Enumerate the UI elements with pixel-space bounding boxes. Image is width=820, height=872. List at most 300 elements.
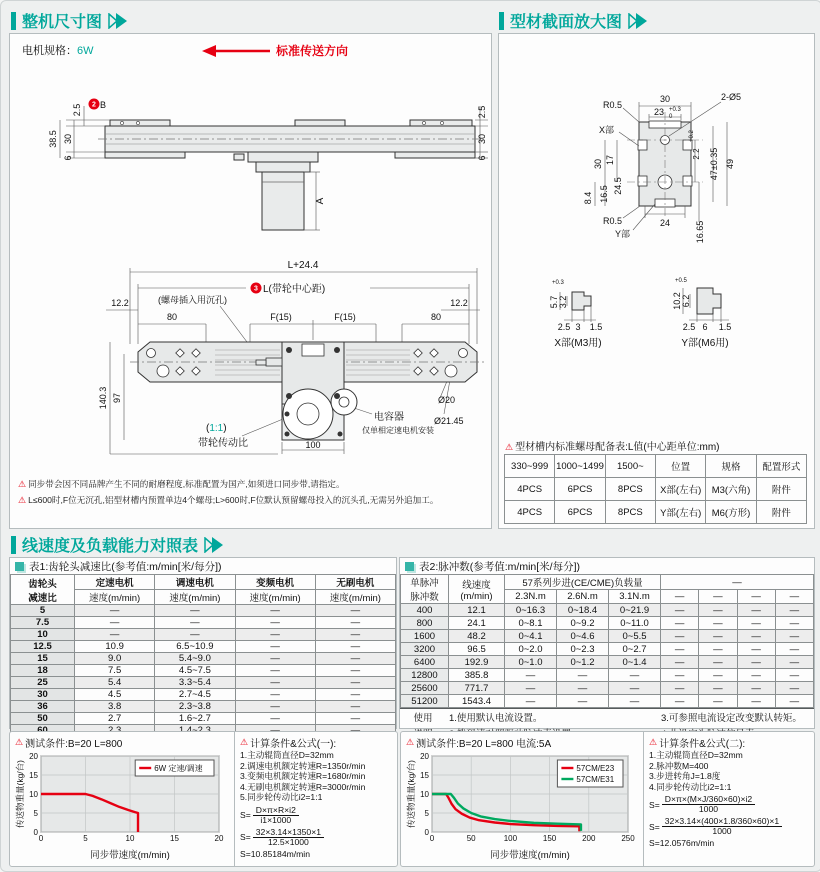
table-cell: — [235, 665, 315, 677]
table-cell: 50 [11, 713, 75, 725]
x-axis-label: 同步带速度(m/min) [90, 850, 170, 860]
table-cell: — [699, 695, 737, 708]
y-tick-label: 10 [420, 790, 429, 799]
table-title-icon [405, 562, 414, 571]
dim-label: R0.5 [603, 216, 623, 226]
formula: S= $\frac{D\times\pi\times(M\times J/360\times 60)\times i2}{1000}$ [649, 795, 809, 814]
table-cell: — [661, 682, 699, 695]
table-cell: 0~1.2 [557, 656, 609, 669]
y-tick-label: 15 [29, 771, 38, 780]
dim-label: 30 [659, 94, 671, 104]
section-title: 线速度及负载能力对照表 [22, 538, 199, 555]
x-tick-label: 200 [582, 834, 596, 843]
table-cell: 12.5 [11, 641, 75, 653]
table-cell: 12.1 [449, 604, 505, 617]
table-row [11, 689, 396, 701]
table-cell: 18 [11, 665, 75, 677]
calc-item: 1.主动辊筒直径D=32mm [240, 750, 334, 760]
table-cell: — [315, 653, 395, 665]
table-row [11, 617, 396, 629]
table-cell: 800 [401, 617, 449, 630]
col-subheader: 速度(m/min) [235, 590, 315, 605]
table-cell: — [505, 682, 557, 695]
col-header: 配置形式 [756, 455, 806, 478]
warning-icon: ⚠ [649, 737, 658, 747]
col-subheader: 3.1N.m [609, 590, 661, 604]
x-detail-label: X部(M3用) [554, 338, 602, 349]
header-bar [499, 12, 504, 30]
table-cell: 0~5.5 [609, 630, 661, 643]
warning-icon: ⚠ [18, 479, 27, 489]
y-tick-label: 20 [420, 752, 429, 761]
header-bar [11, 12, 16, 30]
counterbore-label: (螺母插入用沉孔) [158, 295, 227, 305]
section-header-profile-section [499, 9, 648, 32]
section-header-speed-load [11, 533, 224, 556]
table-cell: — [699, 656, 737, 669]
table-cell: 30 [11, 689, 75, 701]
load-capacity-chart-stepper [406, 750, 636, 860]
table-cell: — [315, 617, 395, 629]
formula: S= $\frac{32\times 3.14\times 1350\times 1}{12.5\times 1000}$ [240, 828, 392, 847]
y-tick-label: 15 [420, 771, 429, 780]
double-arrow-icon [204, 537, 224, 553]
table-cell: — [775, 604, 813, 617]
table-cell: 0~9.2 [557, 617, 609, 630]
dim-label: Ø20 [438, 395, 456, 405]
calc1-half [234, 732, 397, 866]
table-cell: 附件 [756, 478, 806, 501]
table-cell: — [609, 695, 661, 708]
y-detail-label: Y部(M6用) [681, 338, 729, 349]
test-box-1 [9, 731, 398, 867]
formula: S= $\frac{32\times 3.14\times(400\times 1.8/360\times 60)\times 1}{1000}$ [649, 817, 809, 836]
table-cell: — [235, 605, 315, 617]
table-cell: — [505, 695, 557, 708]
calc2-title: ⚠ 计算条件&公式(二): [649, 737, 746, 750]
chart1-half [10, 732, 234, 866]
legend-label: 57CM/E23 [576, 764, 615, 773]
legend-label: 6W 定速/调速 [154, 764, 203, 773]
dim-label: L+24.4 [287, 260, 319, 271]
table-cell: 7.5 [11, 617, 75, 629]
table-cell: 0~4.1 [505, 630, 557, 643]
header-bar [11, 536, 16, 554]
table-cell: 0~16.3 [505, 604, 557, 617]
x-part-label: X部 [599, 125, 615, 135]
table1-box [9, 557, 397, 729]
table-cell: 5 [11, 605, 75, 617]
table-cell: 0~18.4 [557, 604, 609, 617]
double-arrow-icon [628, 13, 648, 29]
table-cell: — [315, 629, 395, 641]
table-cell: 6400 [401, 656, 449, 669]
dim-label: 24.5 [613, 177, 623, 195]
table-cell: 5.4 [75, 677, 155, 689]
table-cell: 4PCS [505, 501, 555, 524]
col-subheader: 速度(m/min) [155, 590, 235, 605]
table-cell: — [699, 669, 737, 682]
chart1-title: ⚠ 测试条件:B=20 L=800 [15, 737, 123, 750]
calc-item: 4.无刷电机额定转速R=3000r/min [240, 781, 366, 792]
table-cell: 4.5~7.5 [155, 665, 235, 677]
table-cell: — [155, 629, 235, 641]
table-cell: — [737, 656, 775, 669]
table-cell: — [661, 617, 699, 630]
y-tick-label: 5 [424, 809, 429, 818]
usage-note: 1.使用默认电流设置。 [449, 713, 543, 724]
table-row [401, 630, 814, 643]
calc-item: 5.同步轮传动比i2=1:1 [240, 792, 323, 803]
table-cell: 385.8 [449, 669, 505, 682]
table-cell: 9.0 [75, 653, 155, 665]
calc-item: 3.变频电机额定转速R=1680r/min [240, 771, 366, 782]
table-cell: — [699, 630, 737, 643]
table-cell: 8PCS [605, 478, 655, 501]
section-title: 整机尺寸图 [22, 14, 103, 31]
table-cell: — [737, 630, 775, 643]
x-detail [549, 280, 602, 349]
table-cell: 12800 [401, 669, 449, 682]
col-header: 调速电机 [155, 575, 235, 590]
dim-label: 38.5 [48, 130, 58, 148]
table-row [505, 501, 807, 524]
col-header: 1500~ [605, 455, 655, 478]
cross-section-drawing [499, 36, 812, 436]
dim-label: 12.2 [111, 298, 129, 308]
nut-table-header [505, 455, 807, 478]
section-header-overall-dimensions [11, 9, 128, 32]
overall-drawing-panel [9, 33, 492, 529]
table-cell: — [775, 669, 813, 682]
pulse-table [400, 574, 814, 708]
formula: S= $\frac{D\times\pi\times R\times i2}{i1\times 1000}$ [240, 806, 392, 825]
dim-label: 16.5 [599, 185, 609, 203]
motor-spec-value: 6W [77, 45, 94, 57]
table-row [401, 656, 814, 669]
table-cell: 2.3~3.8 [155, 701, 235, 713]
dim-label: 30 [477, 133, 487, 145]
table-cell: — [557, 695, 609, 708]
table-cell: 192.9 [449, 656, 505, 669]
table-cell: — [661, 630, 699, 643]
dim-label: 2-Ø5 [721, 92, 742, 102]
table-cell: — [737, 643, 775, 656]
table-cell: — [505, 669, 557, 682]
calc-item: 2.脉冲数M=400 [649, 760, 709, 771]
usage-note: 3.可参照电流设定改变默认转矩。 [661, 713, 802, 724]
dim-label: 97 [112, 392, 122, 404]
table2-box [399, 557, 815, 729]
dimension-drawing [10, 62, 489, 462]
tolerance: +0.5 [675, 278, 687, 284]
conveyor-direction [200, 42, 348, 59]
table-cell: 4.5 [75, 689, 155, 701]
x-tick-label: 0 [38, 834, 44, 843]
dim-label: 6 [63, 155, 73, 161]
y-axis-label: 传送物重量(kg/台) [406, 759, 416, 829]
table-row [505, 478, 807, 501]
table-cell: 0~4.6 [557, 630, 609, 643]
table-cell: — [737, 669, 775, 682]
profile-panel [498, 33, 815, 529]
dim-label: 80 [166, 312, 178, 322]
x-tick-label: 5 [83, 834, 88, 843]
table-row [401, 669, 814, 682]
table-cell: 附件 [756, 501, 806, 524]
table-cell: 3.8 [75, 701, 155, 713]
dim-label: 2.5 [557, 322, 571, 332]
table-cell: — [609, 669, 661, 682]
tolerance: +0.3 [669, 107, 681, 113]
motor-spec [22, 42, 94, 58]
warning-icon: ⚠ [18, 495, 27, 505]
tolerance: +0.2 [689, 130, 695, 142]
x-tick-label: 10 [125, 834, 135, 843]
table-cell: 2.7 [75, 713, 155, 725]
section-title: 型材截面放大图 [510, 14, 623, 31]
dim-label: 5.7 [549, 295, 559, 309]
table-cell: — [775, 656, 813, 669]
table-row [11, 605, 396, 617]
table-cell: 4PCS [505, 478, 555, 501]
legend-label: 57CM/E31 [576, 775, 615, 784]
dim-label-B: B [100, 100, 107, 110]
table-cell: 0~2.3 [557, 643, 609, 656]
dim-label: 16.65 [695, 220, 705, 244]
table-cell: — [661, 656, 699, 669]
table-cell: 6.5~10.9 [155, 641, 235, 653]
table-cell: — [699, 604, 737, 617]
dim-label: 3 [575, 322, 581, 332]
table-row [11, 701, 396, 713]
table-cell: 771.7 [449, 682, 505, 695]
col-subheader: 速度(m/min) [75, 590, 155, 605]
table1-title: 表1:齿轮头减速比(参考值:m/min[米/每分]) [10, 558, 396, 574]
y-tick-label: 0 [424, 828, 429, 837]
col-header: 330~999 [505, 455, 555, 478]
table-cell: — [737, 695, 775, 708]
x-tick-label: 0 [429, 834, 435, 843]
col-header: 线速度 (m/min) [449, 575, 505, 604]
col-group-header: — [661, 575, 814, 590]
warning-icon: ⚠ [15, 737, 24, 747]
dim-label: 2.2 [692, 148, 701, 160]
dim-label: 10.2 [672, 292, 682, 310]
table-cell: 0~21.9 [609, 604, 661, 617]
calc2-half [643, 732, 814, 866]
col-header: 规格 [706, 455, 756, 478]
col-subheader: 速度(m/min) [315, 590, 395, 605]
col-header: 1000~1499 [555, 455, 605, 478]
gear-ratio-table [10, 574, 396, 737]
dim-label: L(带轮中心距) [263, 284, 326, 295]
col-header: 定速电机 [75, 575, 155, 590]
table-cell: 51200 [401, 695, 449, 708]
dim-label: 2.5 [477, 105, 487, 119]
table-cell: 1.6~2.7 [155, 713, 235, 725]
calc-item: 4.同步轮传动比i2=1:1 [649, 781, 732, 792]
table-cell: — [315, 605, 395, 617]
table-title-icon [15, 562, 24, 571]
y-tick-label: 0 [33, 828, 38, 837]
table-cell: 10.9 [75, 641, 155, 653]
table-cell: 36 [11, 701, 75, 713]
dim-label: R0.5 [603, 100, 623, 110]
table-cell: — [235, 629, 315, 641]
table-cell: — [235, 713, 315, 725]
table-cell: 25600 [401, 682, 449, 695]
col-header: 位置 [655, 455, 705, 478]
calc-item: 2.调速电机额定转速R=1350r/min [240, 760, 366, 771]
ratio-label: 带轮传动比 [198, 438, 248, 449]
table-cell: 7.5 [75, 665, 155, 677]
warning-icon: ⚠ [505, 442, 514, 452]
table-cell: — [155, 617, 235, 629]
table-cell: — [775, 630, 813, 643]
formula-result: S=12.0576m/min [649, 838, 715, 849]
table-cell: — [235, 641, 315, 653]
table-row [401, 604, 814, 617]
x-tick-label: 50 [466, 834, 476, 843]
table-cell: 48.2 [449, 630, 505, 643]
table-cell: — [75, 617, 155, 629]
table-cell: — [315, 689, 395, 701]
table-cell: — [235, 653, 315, 665]
table-row [401, 695, 814, 708]
table-cell: — [699, 643, 737, 656]
calc-item: 3.步进转角J=1.8度 [649, 771, 721, 782]
y-tick-label: 10 [29, 790, 38, 799]
table-cell: — [75, 605, 155, 617]
y-tick-label: 5 [33, 809, 38, 818]
table-row [401, 643, 814, 656]
table-cell: — [557, 682, 609, 695]
load-capacity-chart-6w [15, 750, 227, 860]
dim-label: 6.2 [681, 294, 691, 308]
table-cell: — [699, 617, 737, 630]
dim-label: F(15) [270, 312, 292, 322]
dim-label: 8.4 [583, 191, 593, 205]
col-subheader: — [661, 590, 699, 604]
table-cell: — [661, 669, 699, 682]
chart2-title: ⚠ 测试条件:B=20 L=800 电流:5A [406, 737, 552, 750]
dim-label: 17 [605, 154, 615, 166]
table-cell: Y部(左右) [655, 501, 705, 524]
table-cell: — [235, 617, 315, 629]
table-row [11, 629, 396, 641]
left-arrow-icon [200, 45, 272, 57]
table-cell: 0~1.4 [609, 656, 661, 669]
col-group-header: 57系列步进(CE/CME)负载量 [505, 575, 661, 590]
table-cell: 400 [401, 604, 449, 617]
x-tick-label: 150 [542, 834, 557, 843]
y-axis-label: 传送物重量(kg/台) [15, 759, 25, 829]
table-cell: 5.4~9.0 [155, 653, 235, 665]
table-cell: 2.7~4.5 [155, 689, 235, 701]
table-cell: — [737, 604, 775, 617]
dim-label: 6 [477, 155, 487, 161]
dim-label: 30 [63, 133, 73, 145]
table2-title: 表2:脉冲数(参考值:m/min[米/每分]) [400, 558, 814, 574]
table-cell: — [699, 682, 737, 695]
col-header: 齿轮头 减速比 [11, 575, 75, 605]
dim-label: 49 [725, 158, 735, 170]
table-cell: — [775, 617, 813, 630]
table-cell: 25 [11, 677, 75, 689]
table-cell: 3200 [401, 643, 449, 656]
x-tick-label: 100 [503, 834, 518, 843]
dim-label: F(15) [334, 312, 356, 322]
dim-label: 23 [653, 107, 665, 117]
table-cell: — [609, 682, 661, 695]
x-tick-label: 20 [214, 834, 224, 843]
table-cell: — [75, 629, 155, 641]
table-cell: X部(左右) [655, 478, 705, 501]
table-cell: M3(六角) [706, 478, 756, 501]
capacitor-note: 仅单相定速电机安装 [362, 426, 434, 435]
table-cell: — [661, 643, 699, 656]
table-row [11, 677, 396, 689]
col-subheader: — [699, 590, 737, 604]
col-header: 无刷电机 [315, 575, 395, 590]
dim-label: 140.3 [98, 386, 108, 410]
dim-label: A [315, 197, 326, 205]
table-cell: 6PCS [555, 501, 605, 524]
table-row [11, 641, 396, 653]
y-part-label: Y部 [615, 229, 631, 239]
test-box-2 [400, 731, 815, 867]
table-cell: 3.3~5.4 [155, 677, 235, 689]
table-cell: 6PCS [555, 478, 605, 501]
col-header: 变频电机 [235, 575, 315, 590]
table-cell: 1543.4 [449, 695, 505, 708]
y-detail [672, 278, 731, 349]
table-cell: 10 [11, 629, 75, 641]
table-row [11, 665, 396, 677]
dim-label: Ø21.45 [434, 416, 464, 426]
col-header: 单脉冲 脉冲数 [401, 575, 449, 604]
col-subheader: 2.3N.m [505, 590, 557, 604]
table-cell: 0~11.0 [609, 617, 661, 630]
table-row [401, 682, 814, 695]
dim-label: 47±0.35 [709, 147, 719, 181]
table-cell: — [775, 682, 813, 695]
table-cell: — [315, 701, 395, 713]
table-cell: 96.5 [449, 643, 505, 656]
dim-label: 24 [659, 218, 671, 228]
table-cell: — [737, 617, 775, 630]
capacitor-label: 电容器 [374, 412, 404, 423]
x-axis-label: 同步带速度(m/min) [490, 850, 570, 860]
circled-3-badge: 3 [254, 285, 258, 293]
dim-label: 2.5 [682, 322, 696, 332]
col-subheader: 2.6N.m [557, 590, 609, 604]
usage-label: 使用 [413, 713, 433, 724]
table-cell: — [315, 713, 395, 725]
nut-table [504, 454, 807, 524]
table-cell: — [737, 682, 775, 695]
table-cell: — [557, 669, 609, 682]
x-tick-label: 15 [170, 834, 179, 843]
ratio-value: (1:1) [206, 423, 227, 434]
table-cell: — [315, 665, 395, 677]
dim-label: 1.5 [718, 322, 732, 332]
table-cell: 24.1 [449, 617, 505, 630]
table-cell: 1600 [401, 630, 449, 643]
table-row [11, 713, 396, 725]
dim-label: 1.5 [589, 322, 603, 332]
